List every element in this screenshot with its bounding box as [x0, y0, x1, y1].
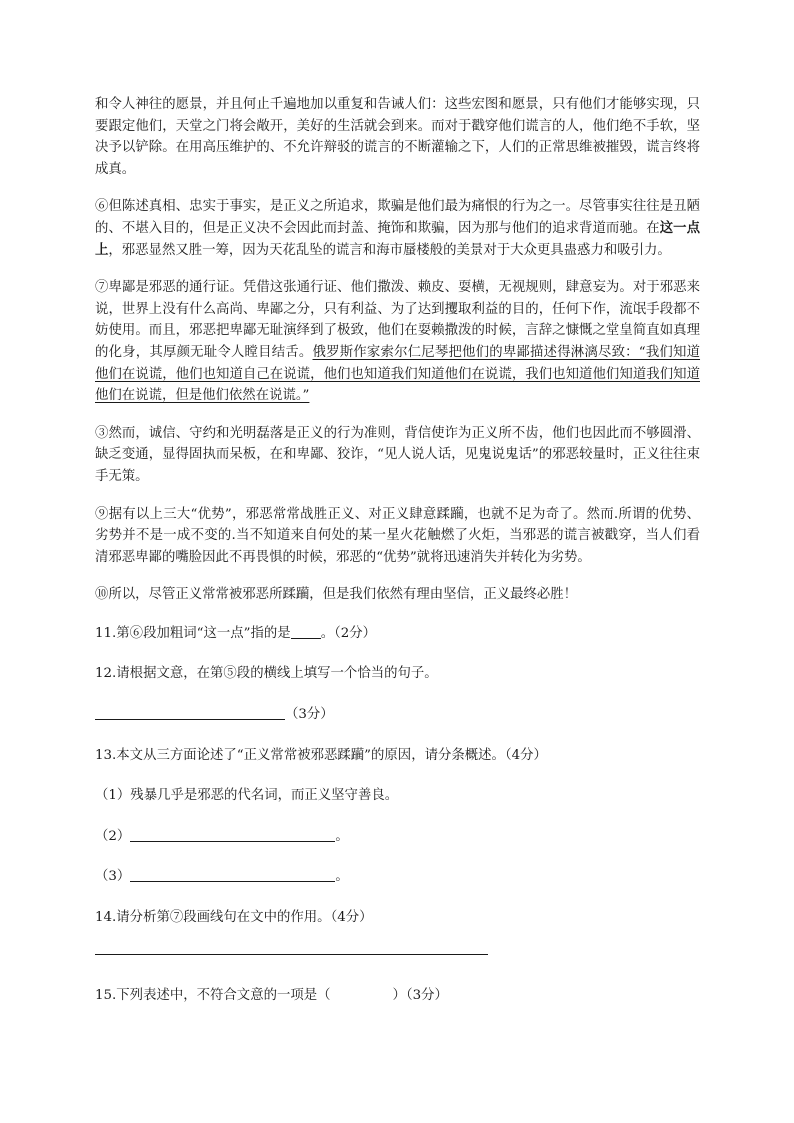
- question-13-item-2-label: （2）: [95, 828, 131, 844]
- paragraph-6: [95, 196, 700, 261]
- paragraph-7: [95, 277, 700, 407]
- paragraph-9: ⑨据有以上三大“优势”，邪恶常常战胜正义、对正义肆意蹂躏，也就不足为奇了。然而.所谓的优势、劣势并不是一成不变的.当不知道来自何处的某一星火花触燃了火炬，当邪恶的谎言被戳穿，当人们看清邪恶卑鄙的嘴脸因此不再畏惧的时候，邪恶的“优势”就将迅速消失并转化为劣势。: [95, 506, 700, 565]
- paragraph-5-end: 和令人神往的愿景，并且何止千遍地加以重复和告诫人们：这些宏图和愿景，只有他们才能够实现，只要跟定他们，天堂之门将会敞开，美好的生活就会到来。而对于戳穿他们谎言的人，他们绝不手软，坚决予以铲除。在用高压维护的、不允许辩驳的谎言的不断灌输之下，人们的正常思维被摧毁，谎言终将成真。: [95, 97, 700, 177]
- paragraph-6-text-a: ⑥但陈述真相、忠实于事实，是正义之所追求，欺骗是他们最为痛恨的行为之一。尽管事实往往是丑陋的、不堪入目的，但是正义决不会因此而封盖、掩饰和欺骗，因为那与他们的追求背道而驰。在: [95, 199, 700, 236]
- paragraph-8: ③然而，诚信、守约和光明磊落是正义的行为准则，背信使诈为正义所不齿，他们也因此而不够圆滑、缺乏变通，显得固执而呆板，在和卑鄙、狡诈，“见人说人话，见鬼说鬼话”的邪恶较量时，正义往往束手无策。: [95, 425, 700, 484]
- question-13: 13.本文从三方面论述了“正义常常被邪恶蹂躏”的原因，请分条概述。（4分）: [95, 747, 547, 763]
- question-13-item-2: [95, 826, 700, 848]
- question-12-blank[interactable]: [95, 704, 285, 720]
- question-13-item-3-label: （3）: [95, 869, 131, 885]
- question-11-blank[interactable]: [291, 623, 321, 639]
- paragraph-10: ⑩所以，尽管正义常常被邪恶所蹂躏，但是我们依然有理由坚信，正义最终必胜！: [95, 587, 578, 603]
- question-15-score: ）（3分）: [392, 987, 448, 1003]
- question-11: [95, 623, 700, 645]
- question-12-score: （3分）: [285, 707, 334, 723]
- question-15-text: 15.下列表述中，不符合文意的一项是（: [95, 987, 331, 1003]
- question-13-item-3-blank[interactable]: [130, 866, 335, 882]
- question-13-item-1: （1）残暴几乎是邪恶的代名词，而正义坚守善良。: [95, 788, 399, 804]
- question-12-answer-line: [95, 704, 700, 726]
- question-13-item-3: [95, 866, 700, 888]
- question-11-text: 11.第⑥段加粗词“这一点”指的是: [95, 625, 291, 641]
- question-14: 14.请分析第⑦段画线句在文中的作用。（4分）: [95, 910, 373, 926]
- question-13-item-3-end: 。: [335, 869, 349, 885]
- paragraph-7-underlined-sentence: 俄罗斯作家索尔仁尼琴把他们的卑鄙描述得淋漓尽致：“我们知道他们在说谎，他们也知道自己在说谎，他们也知道我们知道他们在说谎，我们也知道他们知道我们知道他们在说谎，但是他们依然在说谎。”: [95, 344, 701, 404]
- question-15: [95, 985, 700, 1007]
- document-page: [95, 94, 700, 1006]
- question-11-score: 。（2分）: [320, 625, 377, 641]
- question-12: 12.请根据文意，在第⑤段的横线上填写一个恰当的句子。: [95, 666, 438, 682]
- paragraph-6-bold-phrase: 这一点上: [95, 219, 701, 258]
- paragraph-7-text: ⑦卑鄙是邪恶的通行证。凭借这张通行证、他们撒泼、赖皮、耍横，无视规则，肆意妄为。对于邪恶来说，世界上没有什么高尚、卑鄙之分，只有利益、为了达到攫取利益的目的，任何下作，流氓手段都不妨使用。而且，邪恶把卑鄙无耻演绎到了极致，他们在耍赖撒泼的时候，言辞之慷慨之堂皇简直如真理的化身，其厚颜无耻令人瞠目结舌。: [95, 280, 700, 360]
- question-13-item-2-end: 。: [335, 828, 349, 844]
- question-13-item-2-blank[interactable]: [130, 826, 335, 842]
- paragraph-6-text-b: ，邪恶显然又胜一筹，因为天花乱坠的谎言和海市蜃楼般的美景对于大众更具蛊惑力和吸引力。: [108, 242, 671, 258]
